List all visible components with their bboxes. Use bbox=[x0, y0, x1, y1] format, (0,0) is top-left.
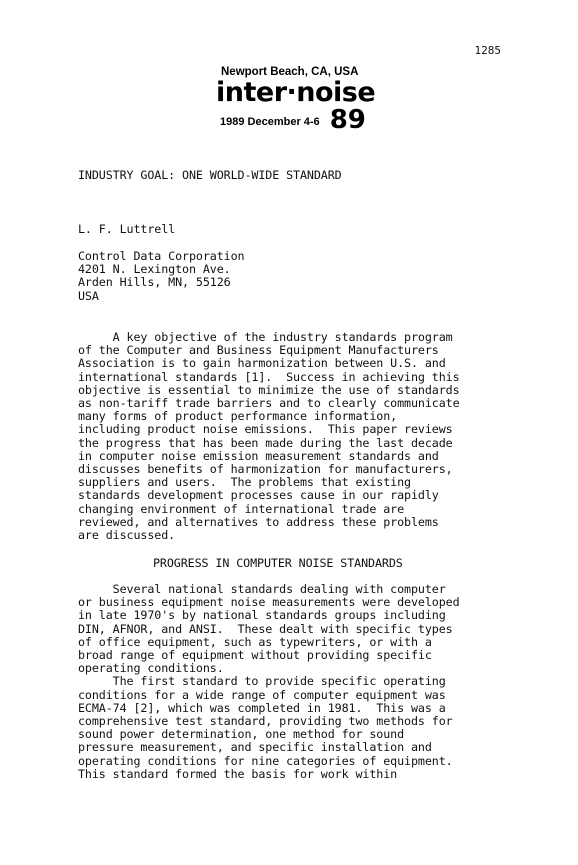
author-name: L. F. Luttrell bbox=[78, 222, 176, 236]
conference-header bbox=[210, 66, 380, 135]
body-paragraphs: Several national standards dealing with computer or business equipment noise measurements were developed in late 1970's by national standards groups including DIN, AFNOR, and ANSI. These dealt with specific types of office equipment, such as typewriters, or with a broad range of equipment without providing specific operating conditions. The first standard to provide specific operating conditions for a wide range of computer equipment was ECMA-74 [2], which was completed in 1981. This was a comprehensive test standard, providing two methods for sound power determination, one method for sound pressure measurement, and specific installation and operating conditions for nine categories of equipment. This standard formed the basis for work within bbox=[78, 582, 460, 781]
author-affiliation: Control Data Corporation 4201 N. Lexington Ave. Arden Hills, MN, 55126 USA bbox=[78, 249, 245, 303]
abstract-paragraph: A key objective of the industry standards program of the Computer and Business Equipment Manufacturers Association is to gain harmonization between U.S. and international standards [1]. Success in achieving this objective is essential to minimize the use of standards as non-tariff trade barriers and to clearly communicate many forms of product performance information, including product noise emissions. This paper reviews the progress that has been made during the last decade in computer noise emission measurement standards and discusses benefits of harmonization for manufacturers, suppliers and users. The problems that existing standards development processes cause in our rapidly changing environment of international trade are reviewed, and alternatives to address these problems are discussed. bbox=[78, 330, 460, 543]
conference-date: 1989 December 4-6 bbox=[220, 116, 320, 128]
section-heading: PROGRESS IN COMPUTER NOISE STANDARDS bbox=[153, 556, 403, 570]
conference-year: 89 bbox=[329, 105, 366, 135]
conference-logo: inter·noise bbox=[216, 77, 376, 108]
conference-date-row bbox=[210, 105, 380, 135]
page-number: 1285 bbox=[474, 44, 501, 57]
conference-location: Newport Beach, CA, USA bbox=[221, 66, 359, 78]
paper-title: INDUSTRY GOAL: ONE WORLD-WIDE STANDARD bbox=[78, 168, 342, 182]
